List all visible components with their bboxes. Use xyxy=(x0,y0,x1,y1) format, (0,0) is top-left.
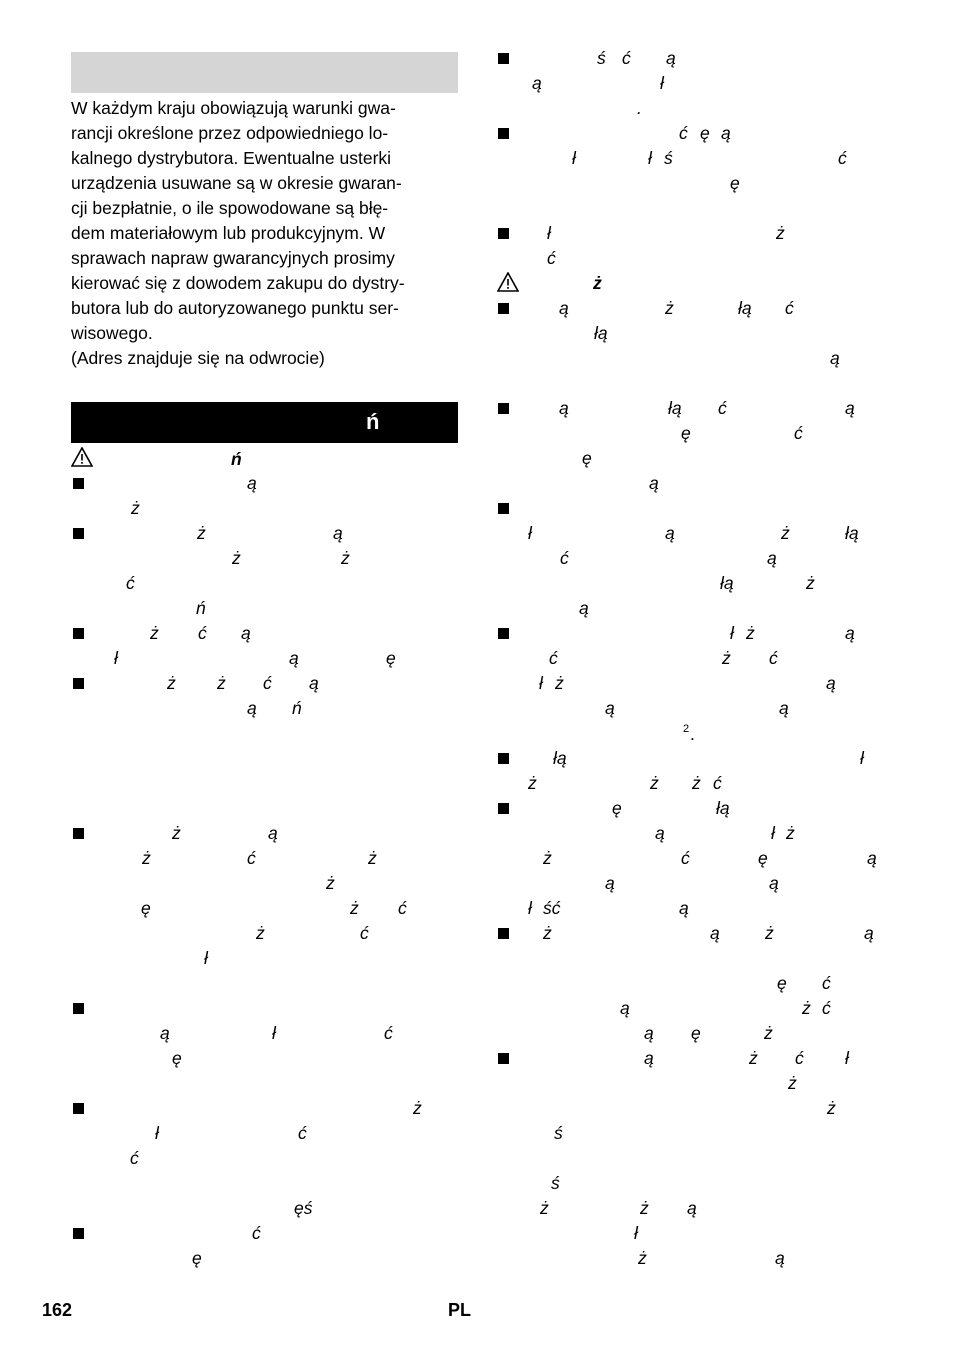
text-fragment: ć xyxy=(822,973,831,993)
text-fragment: ą xyxy=(620,998,630,1018)
warning-triangle-icon xyxy=(71,447,93,467)
text-fragment: ż xyxy=(131,498,140,518)
text-fragment: ą xyxy=(679,898,689,918)
bullet-square xyxy=(73,478,84,489)
text-fragment: ą xyxy=(579,598,589,618)
text-fragment: łą xyxy=(553,748,567,768)
text-fragment: ż xyxy=(765,923,774,943)
safety-heading-glyph: ń xyxy=(366,409,380,434)
text-fragment: ą xyxy=(605,698,615,718)
text-fragment: ć xyxy=(547,248,556,268)
text-fragment: ą xyxy=(779,698,789,718)
bullet-square xyxy=(73,828,84,839)
text-fragment: . xyxy=(690,724,695,744)
text-fragment: ł xyxy=(634,1223,638,1243)
text-fragment: ć xyxy=(681,848,690,868)
text-fragment: ż xyxy=(555,673,564,693)
bullet-square xyxy=(73,1103,84,1114)
text-fragment: ą xyxy=(721,123,731,143)
text-fragment: ń xyxy=(292,698,302,718)
text-fragment: ą xyxy=(247,473,257,493)
text-fragment: ż xyxy=(368,848,377,868)
text-fragment: ę xyxy=(141,898,151,918)
text-fragment: ż xyxy=(749,1048,758,1068)
text-fragment: ę xyxy=(777,973,787,993)
left-warning-fragment: ń xyxy=(231,449,242,469)
text-fragment: ć xyxy=(126,573,135,593)
text-fragment: ć xyxy=(198,623,207,643)
text-fragment: ą xyxy=(605,873,615,893)
text-fragment: ś xyxy=(664,148,673,168)
text-fragment: ż xyxy=(827,1098,836,1118)
text-fragment: ę xyxy=(700,123,710,143)
warranty-paragraph: W każdym kraju obowiązują warunki gwa- rancji określone przez odpowiedniego lo- kalnego dystrybutora. Ewentualne usterki urządzenia usuwane są w okresie gwaran- cji bezpłatnie, o ile spowodowane są błę- dem materiałowym lub produkcyjnym. W sprawach napraw gwarancyjnych prosimy kierować się z dowodem zakupu do dystry- butora lub do autoryzowanego punktu ser- wisowego. (Adres znajduje się na odwrocie) xyxy=(71,98,405,368)
text-fragment: ą xyxy=(333,523,343,543)
text-fragment: ą xyxy=(559,298,569,318)
text-fragment: ą xyxy=(845,623,855,643)
text-fragment: ą xyxy=(769,873,779,893)
warning-triangle-icon xyxy=(497,272,519,292)
text-fragment: ą xyxy=(268,823,278,843)
text-fragment: ę xyxy=(612,798,622,818)
text-fragment: ą xyxy=(644,1023,654,1043)
text-fragment: łą xyxy=(845,523,859,543)
warranty-heading-bar xyxy=(71,52,458,93)
text-fragment: ż xyxy=(764,1023,773,1043)
text-fragment: ł xyxy=(771,823,775,843)
text-fragment: ż xyxy=(217,673,226,693)
text-fragment: ć xyxy=(384,1023,393,1043)
bullet-square xyxy=(498,628,509,639)
text-fragment: ć xyxy=(822,998,831,1018)
text-fragment: ż xyxy=(746,623,755,643)
text-fragment: ł xyxy=(845,1048,849,1068)
text-fragment: ł xyxy=(539,673,543,693)
text-fragment: ż xyxy=(142,848,151,868)
bullet-square xyxy=(73,678,84,689)
text-fragment: ż xyxy=(638,1248,647,1268)
text-fragment: ą xyxy=(289,648,299,668)
text-fragment: ś xyxy=(597,48,606,68)
text-fragment: ą xyxy=(160,1023,170,1043)
text-fragment: ż xyxy=(722,648,731,668)
text-fragment: ą xyxy=(241,623,251,643)
text-fragment: ą xyxy=(775,1248,785,1268)
text-fragment: ż xyxy=(350,898,359,918)
language-code: PL xyxy=(448,1300,472,1320)
text-fragment: ą xyxy=(710,923,720,943)
text-fragment: ć xyxy=(785,298,794,318)
text-fragment: ć xyxy=(130,1148,139,1168)
bullet-square xyxy=(73,1003,84,1014)
text-fragment: ć xyxy=(769,648,778,668)
text-fragment: ć xyxy=(794,423,803,443)
text-fragment: ą xyxy=(864,923,874,943)
text-fragment: ż xyxy=(806,573,815,593)
text-fragment: ą xyxy=(532,73,542,93)
text-fragment: ą xyxy=(687,1198,697,1218)
text-fragment: ż xyxy=(150,623,159,643)
text-fragment: ć xyxy=(263,673,272,693)
text-fragment: ż xyxy=(776,223,785,243)
text-fragment: ą xyxy=(649,473,659,493)
text-fragment: ł xyxy=(528,898,532,918)
text-fragment: ą xyxy=(666,48,676,68)
text-fragment: ć xyxy=(679,123,688,143)
text-fragment: ą xyxy=(845,398,855,418)
bullet-square xyxy=(498,228,509,239)
text-fragment: ż xyxy=(528,773,537,793)
text-fragment: ż xyxy=(781,523,790,543)
text-fragment: ć xyxy=(247,848,256,868)
bullet-square xyxy=(73,1228,84,1239)
text-fragment: ł xyxy=(860,748,864,768)
text-fragment: ł xyxy=(648,148,652,168)
bullet-square xyxy=(498,803,509,814)
bullet-square xyxy=(73,628,84,639)
text-fragment: ż xyxy=(326,873,335,893)
bullet-square xyxy=(498,403,509,414)
text-fragment: ż xyxy=(543,923,552,943)
page-number: 162 xyxy=(42,1300,73,1320)
text-fragment: ę xyxy=(758,848,768,868)
text-fragment: ł xyxy=(272,1023,276,1043)
text-fragment: ę xyxy=(192,1248,202,1268)
text-fragment: ć xyxy=(549,648,558,668)
text-fragment: ł xyxy=(155,1123,159,1143)
text-fragment: ć xyxy=(795,1048,804,1068)
text-fragment: ł xyxy=(204,948,208,968)
text-fragment: ść xyxy=(543,898,561,918)
right-warning-fragment: ż xyxy=(593,273,602,293)
text-fragment: ą xyxy=(559,398,569,418)
text-fragment: ł xyxy=(528,523,532,543)
text-fragment: ę xyxy=(691,1023,701,1043)
text-fragment: ę xyxy=(730,173,740,193)
text-fragment: ą xyxy=(247,698,257,718)
text-fragment: ą xyxy=(826,673,836,693)
text-fragment: ą xyxy=(655,823,665,843)
text-fragment: ć xyxy=(718,398,727,418)
text-fragment: ł xyxy=(547,223,551,243)
bullet-square xyxy=(498,53,509,64)
text-fragment: łą xyxy=(738,298,752,318)
text-fragment: ż xyxy=(802,998,811,1018)
text-fragment: ą xyxy=(309,673,319,693)
text-fragment: ą xyxy=(830,348,840,368)
text-fragment: ż xyxy=(665,298,674,318)
text-fragment: ć xyxy=(622,48,631,68)
text-fragment: ć xyxy=(360,923,369,943)
text-fragment: ą xyxy=(644,1048,654,1068)
text-fragment: ą xyxy=(867,848,877,868)
text-fragment: ń xyxy=(196,598,206,618)
text-fragment: ą xyxy=(767,548,777,568)
text-fragment: ż xyxy=(640,1198,649,1218)
text-fragment: . xyxy=(637,98,642,118)
text-fragment: ć xyxy=(252,1223,261,1243)
text-fragment: łą xyxy=(720,573,734,593)
text-fragment: ż xyxy=(197,523,206,543)
text-fragment: ć xyxy=(838,148,847,168)
text-fragment: ęś xyxy=(294,1198,313,1218)
text-fragment: ż xyxy=(172,823,181,843)
text-fragment: ł xyxy=(660,73,664,93)
text-fragment: ć xyxy=(713,773,722,793)
text-fragment: łą xyxy=(594,323,608,343)
bullet-square xyxy=(498,503,509,514)
text-fragment: ś xyxy=(551,1173,560,1193)
text-fragment: ś xyxy=(554,1123,563,1143)
text-fragment: ę xyxy=(172,1048,182,1068)
bullet-square xyxy=(498,928,509,939)
text-fragment: ę xyxy=(582,448,592,468)
text-fragment: ż xyxy=(167,673,176,693)
bullet-square xyxy=(498,128,509,139)
text-fragment: ż xyxy=(256,923,265,943)
text-fragment: łą xyxy=(716,798,730,818)
text-fragment: ż xyxy=(413,1098,422,1118)
text-fragment: ć xyxy=(398,898,407,918)
bullet-square xyxy=(498,1053,509,1064)
text-fragment: ż xyxy=(543,848,552,868)
superscript-fragment: 2 xyxy=(683,723,690,735)
text-fragment: ę xyxy=(386,648,396,668)
bullet-square xyxy=(498,753,509,764)
text-fragment: ć xyxy=(560,548,569,568)
bullet-square xyxy=(498,303,509,314)
text-fragment: ż xyxy=(540,1198,549,1218)
text-fragment: ż xyxy=(788,1073,797,1093)
text-fragment: ż xyxy=(786,823,795,843)
text-fragment: ł xyxy=(572,148,576,168)
text-fragment: ę xyxy=(681,423,691,443)
text-fragment: ą xyxy=(665,523,675,543)
text-fragment: ż xyxy=(341,548,350,568)
text-fragment: ż xyxy=(650,773,659,793)
text-fragment: ż xyxy=(232,548,241,568)
text-fragment: ć xyxy=(298,1123,307,1143)
safety-heading-bar xyxy=(71,402,458,443)
text-fragment: ż xyxy=(692,773,701,793)
text-fragment: ł xyxy=(730,623,734,643)
bullet-square xyxy=(73,528,84,539)
text-fragment: ł xyxy=(114,648,118,668)
text-fragment: łą xyxy=(668,398,682,418)
